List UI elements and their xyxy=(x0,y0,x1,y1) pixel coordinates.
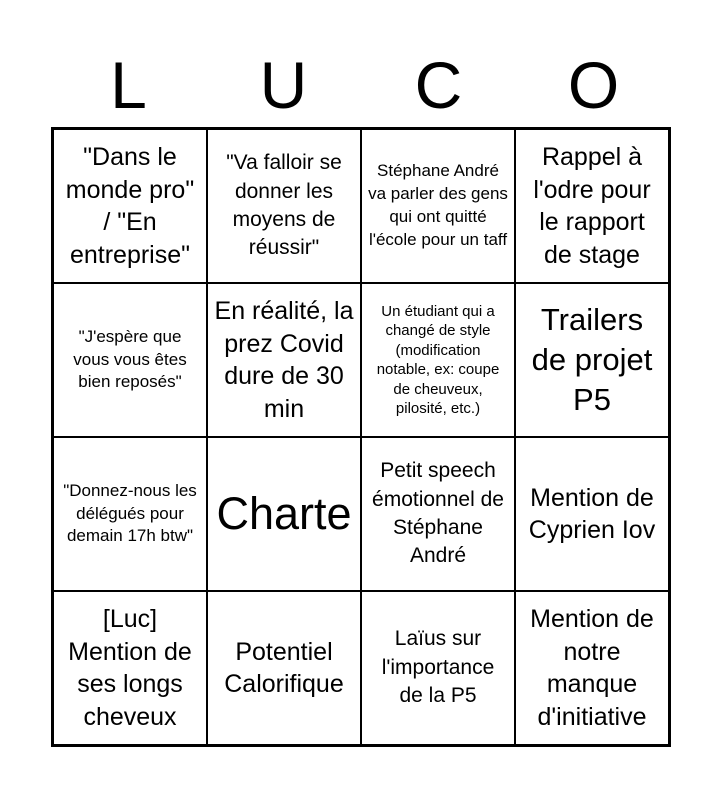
bingo-grid xyxy=(51,127,671,747)
title-letter-c: C xyxy=(414,48,463,122)
bingo-cell[interactable]: [Luc] Mention de ses longs cheveux xyxy=(53,591,207,745)
bingo-cell[interactable]: Trailers de projet P5 xyxy=(515,283,669,437)
bingo-title xyxy=(51,40,671,130)
bingo-cell[interactable]: Un étudiant qui a changé de style (modification notable, ex: coupe de cheuveux, pilosité, etc.) xyxy=(361,283,515,437)
bingo-cell[interactable]: Laïus sur l'importance de la P5 xyxy=(361,591,515,745)
bingo-cell[interactable]: Rappel à l'odre pour le rapport de stage xyxy=(515,129,669,283)
bingo-cell[interactable]: Mention de notre manque d'initiative xyxy=(515,591,669,745)
bingo-cell[interactable]: "Va falloir se donner les moyens de réussir" xyxy=(207,129,361,283)
bingo-cell[interactable]: "Dans le monde pro" / "En entreprise" xyxy=(53,129,207,283)
bingo-cell[interactable]: En réalité, la prez Covid dure de 30 min xyxy=(207,283,361,437)
bingo-cell[interactable]: "Donnez-nous les délégués pour demain 17h btw" xyxy=(53,437,207,591)
title-letter-o: O xyxy=(567,48,620,122)
title-letter-l: L xyxy=(110,48,147,122)
bingo-cell[interactable]: Potentiel Calorifique xyxy=(207,591,361,745)
title-letter-u: U xyxy=(259,48,308,122)
bingo-cell[interactable]: Petit speech émotionnel de Stéphane André xyxy=(361,437,515,591)
bingo-cell[interactable]: "J'espère que vous vous êtes bien reposés" xyxy=(53,283,207,437)
bingo-cell[interactable]: Mention de Cyprien Iov xyxy=(515,437,669,591)
bingo-cell-center[interactable]: Charte xyxy=(207,437,361,591)
bingo-cell[interactable]: Stéphane André va parler des gens qui ont quitté l'école pour un taff xyxy=(361,129,515,283)
